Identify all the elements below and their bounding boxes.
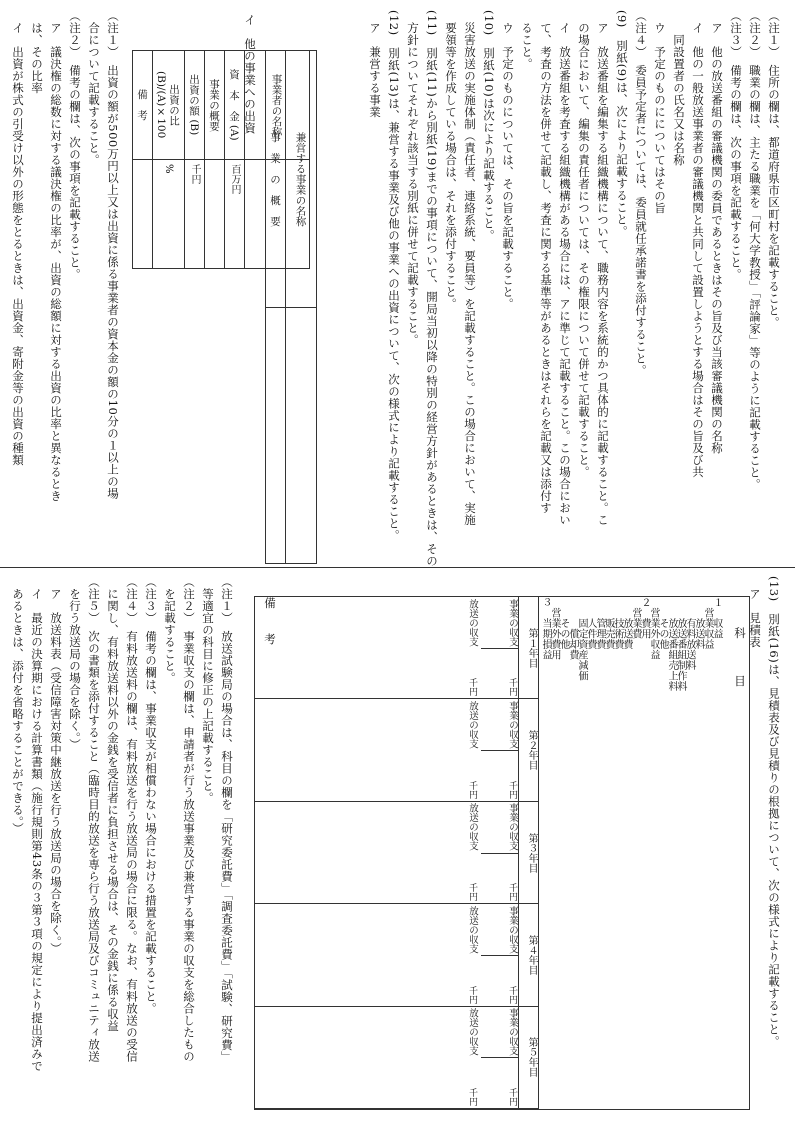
note-line: イ 出資が株式の引受け以外の形態をとるときは、出資金、寄附金等の出資の種類 <box>11 10 25 466</box>
note-line: ア 放送料表（受信障害対策中継放送を行う放送局の場合を除く。） <box>49 576 63 955</box>
year-header: 第３年目 <box>518 802 539 903</box>
note-line: あるときは、添付を省略することができる。） <box>11 576 25 835</box>
text-line: (10) 別紙(10)は次により記載すること。 <box>482 10 496 242</box>
text-line: （注４） 委員予定者については、委員就任承諾書を添付すること。 <box>634 10 648 377</box>
year-block <box>255 904 539 1006</box>
top-notes <box>8 10 122 556</box>
estimate-row-label: 管理費 <box>594 597 605 650</box>
note-line: 合について記載すること。 <box>87 10 101 166</box>
year-header: 第１年目 <box>518 597 539 698</box>
estimate-row-label: 営業収益 <box>702 597 713 650</box>
text-line: ア 他の放送番組の審議機関の委員であるときはその旨及び当該審議機関の名称 <box>710 10 724 454</box>
unit-label: 千円 <box>507 678 517 697</box>
text-line: ること。 <box>520 10 534 70</box>
estimate-row-label: 放送費 <box>621 597 632 650</box>
estimate-row-label: その他 <box>558 597 569 650</box>
estimate-row-label: 営業費 <box>630 597 641 639</box>
sub-header: 放送の収支 <box>467 905 478 954</box>
text-line: （注２） 職業の欄は、主たる職業を「何大学教授」「評論家」等のように記載すること。 <box>748 10 762 491</box>
top-section <box>0 6 795 567</box>
text-line: ウ 予定のものについては、その旨を記載すること。 <box>501 10 515 310</box>
year-block <box>255 1007 539 1109</box>
estimate-row-label: １ 収益 <box>711 597 722 639</box>
shusshi-h-amount: 出資の額 (B) <box>185 51 205 160</box>
bottom-notes <box>8 576 236 1116</box>
text-line: 方針についてそれぞれ該当する別紙に併せて記載すること。 <box>406 10 420 346</box>
text-line: ウ 予定のものにについてはその旨 <box>653 10 667 214</box>
shusshi-c-remarks <box>133 160 153 269</box>
text-line: 同設置者の氏名又は名称 <box>672 10 686 166</box>
remarks-label: 備 考 <box>263 597 277 645</box>
unit-label: 千円 <box>467 1088 477 1107</box>
estimate-row-label: ３ 当期損益 <box>540 597 551 660</box>
shusshi-h-remarks: 備 考 <box>133 51 153 160</box>
estimate-row-label: 放送番組制作料 <box>675 597 686 692</box>
shusshi-c-summary <box>205 160 225 269</box>
year-block <box>255 597 539 699</box>
text-line: （注３） 備考の欄は、次の事項を記載すること。 <box>729 10 743 281</box>
note-line: （注３） 備考の欄は、事業収支が相償わない場合における措置を記載すること。 <box>144 576 158 1015</box>
shusshi-h-name: 事業者の名称 <box>245 51 310 160</box>
text-line: (11) 別紙(11)から別紙(19)までの事項について、開局当初以降の特別の経営方針があるときは、その <box>425 10 439 567</box>
note-line: （注５） 次の書類を添付すること（臨時目的放送を専ら行う放送局及びコミュニティ放送 <box>87 576 101 1063</box>
shusshi-c-name <box>245 160 310 269</box>
item-list <box>541 597 721 1109</box>
sub-header: 放送の収支 <box>467 1008 478 1056</box>
shusshi-unit-amount: 千円 <box>185 160 205 269</box>
item-col <box>538 597 749 1109</box>
note-line: に関し、有料放送料以外の金銭を受信者に負担させる場合は、その金銭に係る収益 <box>106 576 120 1032</box>
text-line: (12) 別紙(13)は、兼営する事業及び他の事業への出資について、次の様式により記載すること。 <box>387 10 401 542</box>
estimate-row-label: 放送番組売上料 <box>666 597 677 692</box>
sub-header: 放送の収支 <box>467 701 478 749</box>
unit-label: 千円 <box>507 1088 517 1107</box>
item-header: 科 目 <box>733 627 747 687</box>
shusshi-unit-capital: 百万円 <box>225 160 245 269</box>
note-line: （注２） 事業収支の欄は、申請者が行う放送事業及び兼営する事業の収支を総合したもの <box>182 576 196 1063</box>
intro-line: ア 見積表 <box>748 576 762 648</box>
kenei-blank-name <box>286 308 317 564</box>
year-header: 第２年目 <box>518 699 539 800</box>
sub-header: 放送の収支 <box>467 803 478 851</box>
estimate-row-label: ２ 費用 <box>639 597 650 639</box>
text-line: て、考査の方法を併せて記載し、考査に関する基準等があるときはそれらを記載又は添付す <box>539 10 553 514</box>
note-line: を行う放送局の場合を除く。） <box>68 576 82 751</box>
note-line: （注１） 放送試験局の場合は、科目の欄を「研究委託費」「調査委託費」「試験、研究費」 <box>220 576 234 1063</box>
estimate-row-label: 技術費 <box>612 597 623 650</box>
sub-header: 事業の収支 <box>481 597 519 649</box>
estimate-row-label: その他 <box>657 597 668 650</box>
text-line: ア 兼営する事業 <box>368 10 382 118</box>
text-line: イ 放送番組を考査する組織機構がある場合には、アに準じて記載すること。この場合におい <box>558 10 572 526</box>
text-line: イ 他の一般放送事業者の審議機関と共同して設置しようとする場合はその旨及び共 <box>691 10 705 478</box>
estimate-row-label: 人件費 <box>585 597 596 650</box>
shusshi-table <box>132 50 310 269</box>
estimate-row-label: 営業外収益 <box>648 597 659 660</box>
text-line: ア 放送番組を編集する組織機構について、職務内容を系統的かつ具体的に記載すること。こ <box>596 10 610 526</box>
sub-header: 事業の収支 <box>481 1007 519 1059</box>
note-line: ア 議決権の総数に対する議決権の比率が、出資の総額に対する出資の比率と異なるとき <box>49 10 63 502</box>
note-line: を記載すること。 <box>163 576 177 684</box>
intro-line: (13) 別紙(16)は、見積表及び見積りの根拠について、次の様式により記載すること。 <box>767 576 781 1048</box>
sub-header: 放送の収支 <box>467 598 478 647</box>
shusshi-h-ratio: 出資の比 (B)/(A)×100 <box>153 51 185 160</box>
year-header: 第５年目 <box>518 1007 539 1108</box>
bottom-section <box>0 570 795 1122</box>
year-block <box>255 699 539 801</box>
note-line: 等適宜の科目に修正の上記載すること。 <box>201 576 215 804</box>
text-line: の場合において、編集の責任者については、その権限について併せて記載すること。 <box>577 10 591 478</box>
top-text-column <box>365 10 783 567</box>
side-heading-shusshi: イ 他の事業への出資 <box>243 14 257 134</box>
unit-label: 千円 <box>467 678 477 697</box>
note-line: イ 最近の決算期における計算書類（施行規則第43条の３第３項の規定により提出済みで <box>30 576 44 1072</box>
note-line: は、その比率 <box>30 10 44 94</box>
note-line: （注２） 備考の欄は、次の事項を記載すること。 <box>68 10 82 281</box>
year-block <box>255 802 539 904</box>
sub-header: 事業の収支 <box>481 699 519 751</box>
text-line: 災害放送の実施体制（責任者、連絡系統、要員等）を記載すること。この場合において、実施 <box>463 10 477 526</box>
estimate-row-label: 営業外費用 <box>549 597 560 660</box>
estimate-row-label: 放送料 <box>693 597 704 650</box>
kenei-header-summary: 事 業 の 概 要 <box>266 51 286 308</box>
shusshi-unit-ratio: % <box>153 160 185 269</box>
unit-label: 千円 <box>467 780 477 799</box>
sub-header: 事業の収支 <box>481 802 519 854</box>
year-header: 第４年目 <box>518 904 539 1005</box>
note-line: （注４） 有料放送料の欄は、有料放送を行う放送局の場合に限る。なお、有料放送の受信 <box>125 576 139 1063</box>
estimate-table <box>254 596 750 1110</box>
text-line: 要領等を作成している場合は、それを添付すること。 <box>444 10 458 310</box>
shusshi-h-capital: 資 本 金 (A) <box>225 51 245 160</box>
text-line: (9) 別紙(9)は、次により記載すること。 <box>615 10 629 238</box>
note-line: （注１） 出資の額が500万円以上又は出資に係る事業者の資本金の額の10分の１以上の場 <box>106 10 120 500</box>
unit-label: 千円 <box>507 883 517 902</box>
shusshi-h-summary: 事業の概要 <box>205 51 225 160</box>
estimate-row-label: 固定資産減価 <box>576 597 587 681</box>
kenei-blank-summary <box>266 308 286 564</box>
kenei-header-name: 兼営する事業の名称 <box>286 51 317 308</box>
estimate-row-label: 有料放送料 <box>684 597 695 671</box>
text-line: （注１） 住所の欄は、都道府県市区町村を記載すること。 <box>767 10 781 329</box>
unit-label: 千円 <box>467 883 477 902</box>
unit-label: 千円 <box>507 985 517 1004</box>
sub-header: 事業の収支 <box>481 904 519 956</box>
estimate-row-label: 償却費 <box>567 597 578 660</box>
unit-label: 千円 <box>507 780 517 799</box>
year-columns <box>255 597 539 1109</box>
bottom-intro <box>745 576 783 1116</box>
unit-label: 千円 <box>467 985 477 1004</box>
estimate-row-label: 販売費 <box>603 597 614 650</box>
